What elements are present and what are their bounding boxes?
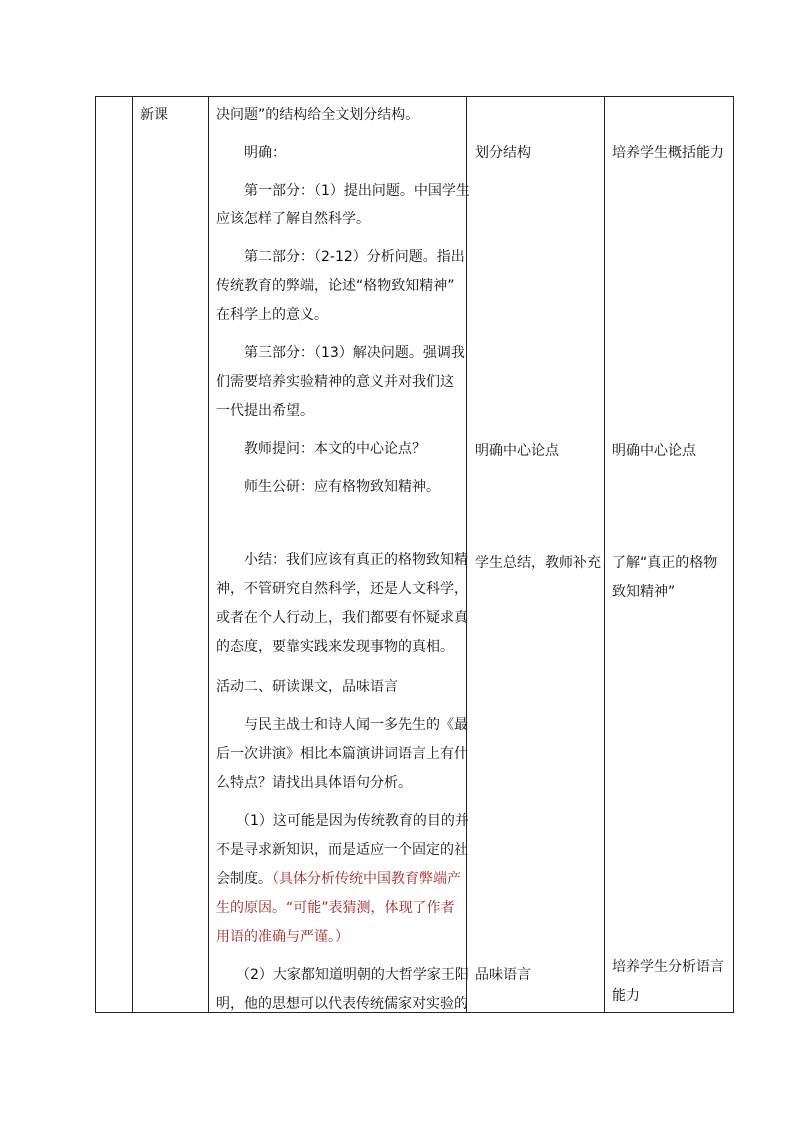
goal-understand-line2: 致知精神” [612,584,676,600]
summary-line3: 或者在个人行动上，我们都要有怀疑求真 [216,610,468,626]
part3-line2: 们需要培养实验精神的意义并对我们这 [216,374,454,390]
part1-line2: 应该怎样了解自然科学。 [216,211,370,227]
example1-line2: 不是寻求新知识，而是适应一个固定的社 [216,842,468,858]
part3-line3: 一代提出希望。 [216,403,314,419]
example1-line3 [216,870,461,888]
activity-central-argument: 明确中心论点 [475,443,559,459]
summary-line4: 的态度，要靠实践来发现事物的真相。 [216,639,454,655]
goal-language-line1: 培养学生分析语言 [612,959,724,975]
column-divider-2 [208,96,209,1013]
example2-line2: 明，他的思想可以代表传统儒家对实验的 [216,996,468,1012]
activity2-heading: 活动二、研读课文，品味语言 [216,679,398,695]
part2-line3: 在科学上的意义。 [216,307,328,323]
task-line3: 么特点？请找出具体语句分析。 [216,775,412,791]
content-mingque: 明确： [244,145,286,161]
goal-central-argument: 明确中心论点 [612,443,696,459]
activity-language: 品味语言 [475,967,531,983]
example1-line3-text: 会制度。 [216,871,272,887]
example1-annotation-line2: 生的原因。“可能”表猜测，体现了作者 [216,900,455,916]
activity-divide-structure: 划分结构 [475,145,531,161]
activity-summary: 学生总结，教师补充 [475,555,601,571]
example1-annotation-start: （具体分析传统中国教育弊端产 [272,871,461,887]
part3-line1: 第三部分：（13）解决问题。强调我 [244,345,465,361]
example1-line1: （1）这可能是因为传统教育的目的并 [236,813,469,829]
example1-annotation-line3: 用语的准确与严谨。） [216,929,349,945]
goal-summarize: 培养学生概括能力 [612,145,724,161]
content-intro: 决问题”的结构给全文划分结构。 [216,107,420,123]
goal-language-line2: 能力 [612,988,640,1004]
summary-line2: 神，不管研究自然科学，还是人文科学， [216,581,468,597]
teacher-question: 教师提问：本文的中心论点？ [244,441,426,457]
part1-line1: 第一部分：（1）提出问题。中国学生 [244,183,470,199]
part2-line1: 第二部分：（2-12）分析问题。指出 [244,249,465,265]
task-line1: 与民主战士和诗人闻一多先生的《最 [244,717,468,733]
task-line2: 后一次讲演》相比本篇演讲词语言上有什 [216,746,468,762]
summary-line1: 小结：我们应该有真正的格物致知精 [244,552,468,568]
column-divider-4 [604,96,605,1013]
teacher-student-answer: 师生公研：应有格物致知精神。 [244,479,440,495]
part2-line2: 传统教育的弊端，论述“格物致知精神” [216,278,455,294]
goal-understand-line1: 了解“真正的格物 [612,555,718,571]
column-divider-1 [132,96,133,1013]
example2-line1: （2）大家都知道明朝的大哲学家王阳 [236,967,469,983]
section-label: 新课 [140,107,168,123]
